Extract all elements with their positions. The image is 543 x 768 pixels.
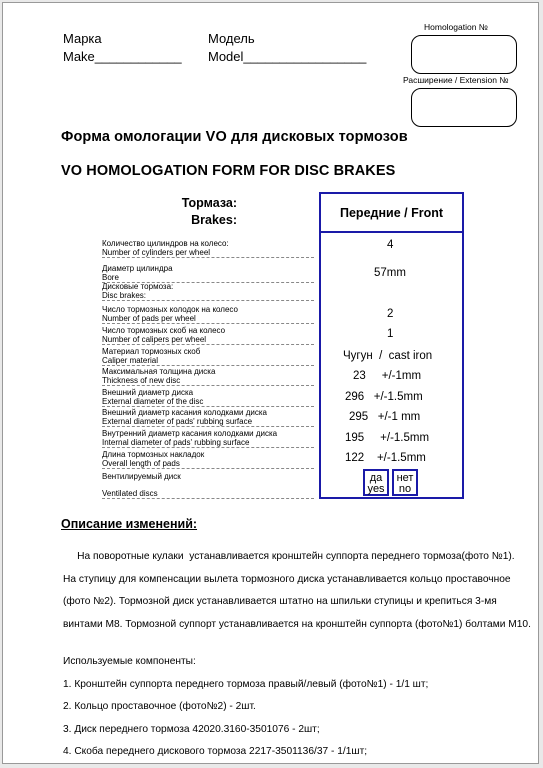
- row-label: Максимальная толщина диска Thickness of new disc: [102, 367, 314, 386]
- bore-value: 57mm: [374, 267, 406, 279]
- row-label: Число тормозных скоб на колесо Number of calipers per wheel: [102, 326, 314, 345]
- pads-external-diameter-value: 295 +/-1 mm: [349, 411, 421, 423]
- ventilated-no-box: нет no: [392, 469, 418, 496]
- homologation-number-label: Homologation №: [424, 22, 488, 32]
- row-label: Вентилируемый диск Ventilated discs: [102, 472, 314, 499]
- paragraph-line: (фото №2). Тормозной диск устанавливается штатно на шпильки ступицы и крепиться 3-мя: [63, 596, 497, 607]
- changes-heading: Описание изменений:: [61, 517, 198, 531]
- cylinders-value: 4: [387, 239, 394, 251]
- extension-number-box: [411, 88, 517, 127]
- make-label-ru: Марка: [63, 31, 102, 46]
- disc-external-diameter-value: 296 +/-1.5mm: [345, 391, 423, 403]
- model-label-en: Model_________________: [208, 49, 367, 64]
- pads-value: 2: [387, 308, 394, 320]
- homologation-number-box: [411, 35, 517, 74]
- brakes-heading-ru: Тормаза:: [181, 196, 237, 210]
- homologation-form-page: [2, 2, 539, 764]
- component-item: 3. Диск переднего тормоза 42020.3160-3501076 - 2шт;: [63, 723, 320, 735]
- component-item: 2. Кольцо проставочное (фото№2) - 2шт.: [63, 701, 256, 712]
- row-label: Диаметр цилиндра Bore: [102, 264, 314, 283]
- pads-length-value: 122 +/-1.5mm: [345, 452, 426, 464]
- model-label-ru: Модель: [208, 31, 255, 46]
- paragraph-line: На поворотные кулаки устанавливается кронштейн суппорта переднего тормоза(фото №1).: [63, 551, 515, 562]
- ventilated-yes-box: да yes: [363, 469, 389, 496]
- row-label: Число тормозных колодок на колесо Number of pads per wheel: [102, 305, 314, 324]
- row-label: Внешний диаметр касания колодками диска External diameter of pads' rubbing surface: [102, 408, 314, 427]
- row-label: Внутренний диаметр касания колодками диска Internal diameter of pads' rubbing surface: [102, 429, 314, 448]
- row-label: Длина тормозных накладок Overall length of pads: [102, 450, 314, 469]
- make-label-en: Make____________: [63, 49, 182, 64]
- brakes-heading: [163, 195, 237, 229]
- row-label: Внешний диаметр диска External diameter of the disc: [102, 388, 314, 407]
- paragraph-line: винтами М8. Тормозной суппорт устанавливается на кронштейн суппорта (фото№1) болтами М10.: [63, 618, 531, 630]
- row-label: Материал тормозных скоб Caliper material: [102, 347, 314, 366]
- pads-internal-diameter-value: 195 +/-1.5mm: [345, 432, 430, 444]
- form-title-ru: Форма омологации VO для дисковых тормозов: [61, 129, 408, 145]
- paragraph-line: На ступицу для компенсации вылета тормозного диска устанавливается кольцо проставочное: [63, 573, 511, 585]
- components-section: [63, 651, 538, 764]
- changes-paragraph: [63, 546, 538, 636]
- front-column-header: Передние / Front: [321, 194, 462, 233]
- row-label: Количество цилиндров на колесо: Number of cylinders per wheel: [102, 239, 314, 258]
- component-item: 4. Скоба переднего дискового тормоза 2217-3501136/37 - 1/1шт;: [63, 746, 368, 757]
- caliper-material-value: Чугун / cast iron: [343, 350, 433, 362]
- disc-thickness-value: 23 +/-1mm: [353, 370, 422, 382]
- component-item: 1. Кронштейн суппорта переднего тормоза правый/левый (фото№1) - 1/1 шт;: [63, 678, 429, 690]
- extension-number-label: Расширение / Extension №: [403, 75, 509, 85]
- row-label: Дисковые тормоза: Disc brakes:: [102, 282, 314, 301]
- calipers-value: 1: [387, 328, 394, 340]
- brakes-heading-en: Brakes:: [191, 213, 237, 227]
- form-title-en: VO HOMOLOGATION FORM FOR DISC BRAKES: [61, 163, 396, 179]
- components-heading: Используемые компоненты:: [63, 656, 196, 667]
